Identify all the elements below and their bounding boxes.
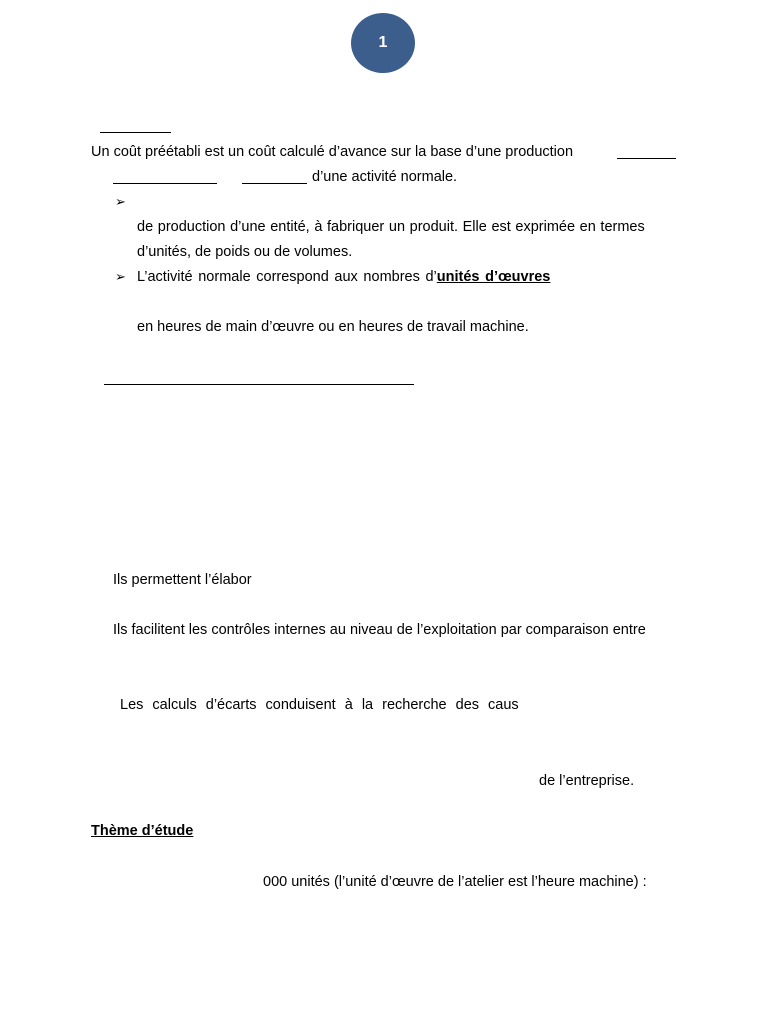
text-line-11: 000 unités (l’unité d’œuvre de l’atelier est l’heure machine) : <box>263 874 647 890</box>
text-line-10: de l’entreprise. <box>539 773 635 789</box>
text-line-2: d’une activité normale. <box>312 169 458 185</box>
text-line-6: en heures de main d’œuvre ou en heures de travail machine. <box>137 319 529 335</box>
section-heading: Thème d’étude <box>91 823 194 839</box>
text-line-8: Ils facilitent les contrôles internes au niveau de l’exploitation par comparaison entre <box>113 622 646 638</box>
blank-rule-4 <box>242 183 307 184</box>
text-line-5-bold: unités d’œuvres <box>436 269 551 285</box>
bullet-arrow-icon: ➢ <box>115 269 126 284</box>
text-line-4: d’unités, de poids ou de volumes. <box>137 244 353 260</box>
blank-rule-1 <box>100 132 171 133</box>
text-line-3-content: de production d’une entité, à fabriquer un produit. Elle est exprimée en termes <box>137 219 645 235</box>
blank-rule-2 <box>617 158 676 159</box>
blank-rule-3 <box>113 183 217 184</box>
text-line-5 <box>137 270 550 285</box>
bullet-arrow-icon: ➢ <box>115 194 126 209</box>
blank-rule-5 <box>104 384 414 385</box>
text-line-7: Ils permettent l’élabor <box>113 572 252 588</box>
text-line-1: Un coût préétabli est un coût calculé d’avance sur la base d’une production <box>91 144 574 160</box>
text-line-5-start: L’activité normale correspond aux nombres d’ <box>137 269 437 285</box>
page-number: 1 <box>378 34 388 51</box>
text-line-3 <box>137 220 676 235</box>
text-line-9: Les calculs d’écarts conduisent à la recherche des caus <box>120 697 519 713</box>
page-number-badge <box>351 13 415 73</box>
